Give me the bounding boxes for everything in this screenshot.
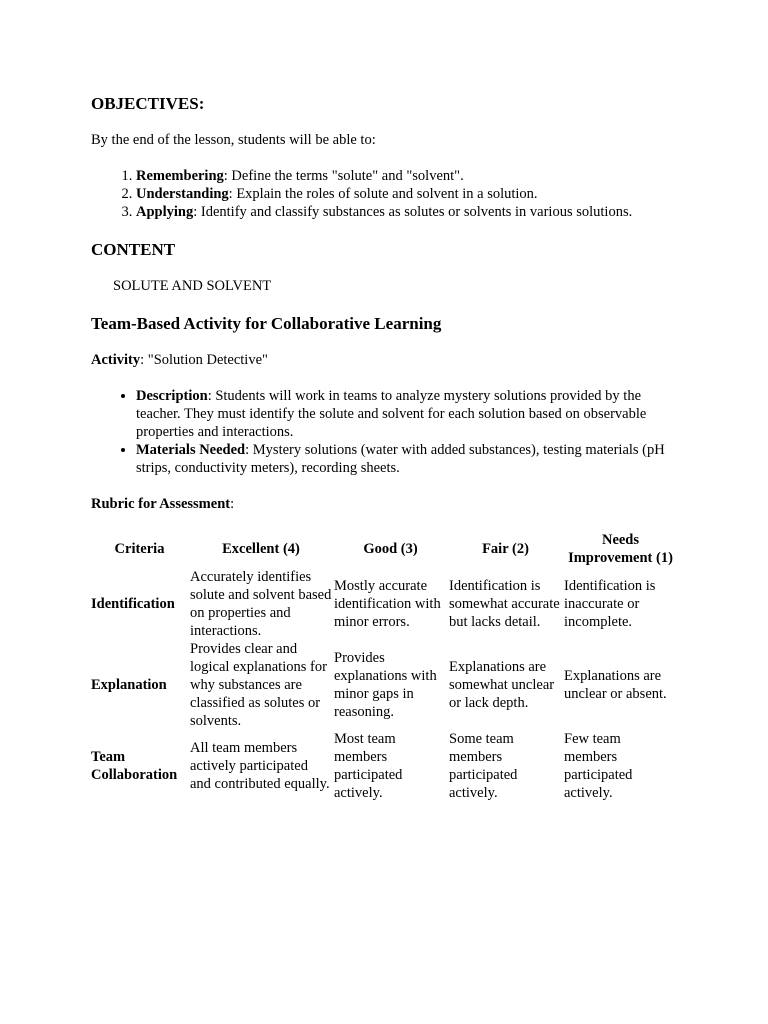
criteria-cell: Team Collaboration <box>91 749 178 783</box>
content-heading: CONTENT <box>91 240 176 259</box>
objective-item <box>136 185 632 203</box>
rubric-title <box>91 495 234 513</box>
needs-improvement-cell: Identification is inaccurate or incomplete. <box>564 578 656 630</box>
team-activity-heading: Team-Based Activity for Collaborative Learning <box>91 314 442 333</box>
criteria-cell: Explanation <box>91 677 167 693</box>
objective-term: Applying <box>136 204 194 220</box>
rubric-row <box>90 568 678 640</box>
rubric-table <box>90 530 678 802</box>
detail-term: Materials Needed <box>136 442 246 458</box>
activity-label: Activity <box>91 352 141 368</box>
good-cell: Most team members participated actively. <box>334 731 403 801</box>
excellent-cell: Accurately identifies solute and solvent based on properties and interactions. <box>190 569 332 639</box>
detail-text: : Students will work in teams to analyze mystery solutions provided by the teacher. They must identify the solute and solvent for each solution based on observable properties and interactions. <box>136 388 647 440</box>
rubric-row <box>90 640 678 730</box>
objectives-heading: OBJECTIVES: <box>91 94 205 113</box>
excellent-cell: All team members actively participated and contributed equally. <box>190 740 330 792</box>
criteria-cell: Identification <box>91 596 175 612</box>
rubric-title-suffix: : <box>230 496 235 512</box>
objective-item <box>136 203 632 221</box>
content-topic: SOLUTE AND SOLVENT <box>113 278 272 294</box>
rubric-row <box>90 730 678 802</box>
fair-cell: Identification is somewhat accurate but lacks detail. <box>449 578 560 630</box>
objective-text: : Define the terms "solute" and "solvent". <box>223 168 464 184</box>
objective-term: Understanding <box>136 186 229 202</box>
fair-cell: Some team members participated actively. <box>449 731 518 801</box>
detail-term: Description <box>136 388 208 404</box>
rubric-header-row <box>90 530 678 568</box>
excellent-cell: Provides clear and logical explanations for why substances are classified as solutes or solvents. <box>190 641 327 729</box>
header-fair: Fair (2) <box>482 541 529 557</box>
header-good: Good (3) <box>363 541 418 557</box>
objectives-intro: By the end of the lesson, students will be able to: <box>91 132 376 148</box>
needs-improvement-cell: Few team members participated actively. <box>564 731 633 801</box>
objectives-list <box>91 167 632 221</box>
objective-text: : Identify and classify substances as solutes or solvents in various solutions. <box>193 204 633 220</box>
needs-improvement-cell: Explanations are unclear or absent. <box>564 668 667 702</box>
detail-text: : Mystery solutions (water with added substances), testing materials (pH strips, conductivity meters), recording sheets. <box>136 442 665 476</box>
good-cell: Mostly accurate identification with minor errors. <box>334 578 441 630</box>
header-criteria: Criteria <box>114 541 165 557</box>
header-excellent: Excellent (4) <box>222 541 300 557</box>
objective-text: : Explain the roles of solute and solvent in a solution. <box>228 186 538 202</box>
fair-cell: Explanations are somewhat unclear or lack depth. <box>449 659 555 711</box>
objective-item <box>136 167 632 185</box>
activity-name: : "Solution Detective" <box>140 352 268 368</box>
good-cell: Provides explanations with minor gaps in reasoning. <box>334 650 437 720</box>
objective-term: Remembering <box>136 168 224 184</box>
activity-details-list <box>91 387 681 477</box>
detail-item <box>136 441 681 477</box>
header-needs-improvement: Needs Improvement (1) <box>568 532 673 566</box>
detail-item <box>136 387 681 441</box>
rubric-title-text: Rubric for Assessment <box>91 496 231 512</box>
activity-line <box>91 351 268 369</box>
